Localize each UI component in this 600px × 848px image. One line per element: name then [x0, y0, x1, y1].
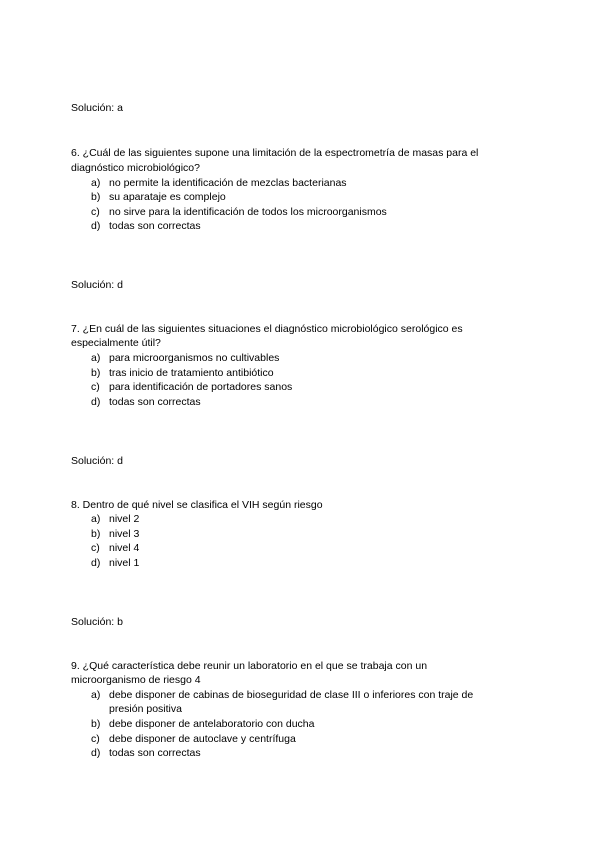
- option-letter: b): [91, 528, 101, 540]
- option-letter: d): [91, 396, 101, 408]
- option-letter: c): [91, 542, 100, 554]
- question-7-text-line2: especialmente útil?: [71, 337, 161, 349]
- question-9-text-line1: 9. ¿Qué característica debe reunir un laboratorio en el que se trabaja con un: [71, 660, 428, 672]
- option-text: debe disponer de autoclave y centrífuga: [109, 733, 296, 745]
- solution-previous: Solución: a: [71, 102, 123, 114]
- option-text: para identificación de portadores sanos: [109, 381, 293, 393]
- option-letter: a): [91, 352, 101, 364]
- question-6-solution: Solución: d: [71, 279, 123, 291]
- option-text: nivel 2: [109, 513, 140, 525]
- option-letter: d): [91, 220, 101, 232]
- option-text: nivel 4: [109, 542, 140, 554]
- option-text: para microorganismos no cultivables: [109, 352, 280, 364]
- option-text: tras inicio de tratamiento antibiótico: [109, 367, 274, 379]
- question-7-solution: Solución: d: [71, 455, 123, 467]
- option-letter: a): [91, 177, 101, 189]
- option-letter: d): [91, 747, 101, 759]
- question-6-text-line1: 6. ¿Cuál de las siguientes supone una limitación de la espectrometría de masas para el: [71, 147, 479, 159]
- option-text: debe disponer de antelaboratorio con ducha: [109, 718, 315, 730]
- option-text: su aparataje es complejo: [109, 191, 226, 203]
- option-text-continued: presión positiva: [109, 703, 182, 715]
- question-8-solution: Solución: b: [71, 616, 123, 628]
- option-letter: b): [91, 367, 101, 379]
- option-text: nivel 1: [109, 557, 140, 569]
- option-text: no sirve para la identificación de todos los microorganismos: [109, 206, 387, 218]
- option-letter: c): [91, 381, 100, 393]
- option-letter: b): [91, 191, 101, 203]
- option-letter: a): [91, 689, 101, 701]
- option-letter: d): [91, 557, 101, 569]
- question-9-text-line2: microorganismo de riesgo 4: [71, 674, 201, 686]
- option-text: no permite la identificación de mezclas bacterianas: [109, 177, 347, 189]
- option-text: debe disponer de cabinas de bioseguridad de clase III o inferiores con traje de: [109, 689, 474, 701]
- option-text: todas son correctas: [109, 396, 201, 408]
- question-8-text-line1: 8. Dentro de qué nivel se clasifica el VIH según riesgo: [71, 499, 323, 511]
- option-letter: c): [91, 733, 100, 745]
- option-letter: c): [91, 206, 100, 218]
- option-text: nivel 3: [109, 528, 140, 540]
- option-text: todas son correctas: [109, 747, 201, 759]
- option-letter: a): [91, 513, 101, 525]
- option-text: todas son correctas: [109, 220, 201, 232]
- option-letter: b): [91, 718, 101, 730]
- question-6-text-line2: diagnóstico microbiológico?: [71, 162, 200, 174]
- question-7-text-line1: 7. ¿En cuál de las siguientes situaciones el diagnóstico microbiológico serológico es: [71, 323, 463, 335]
